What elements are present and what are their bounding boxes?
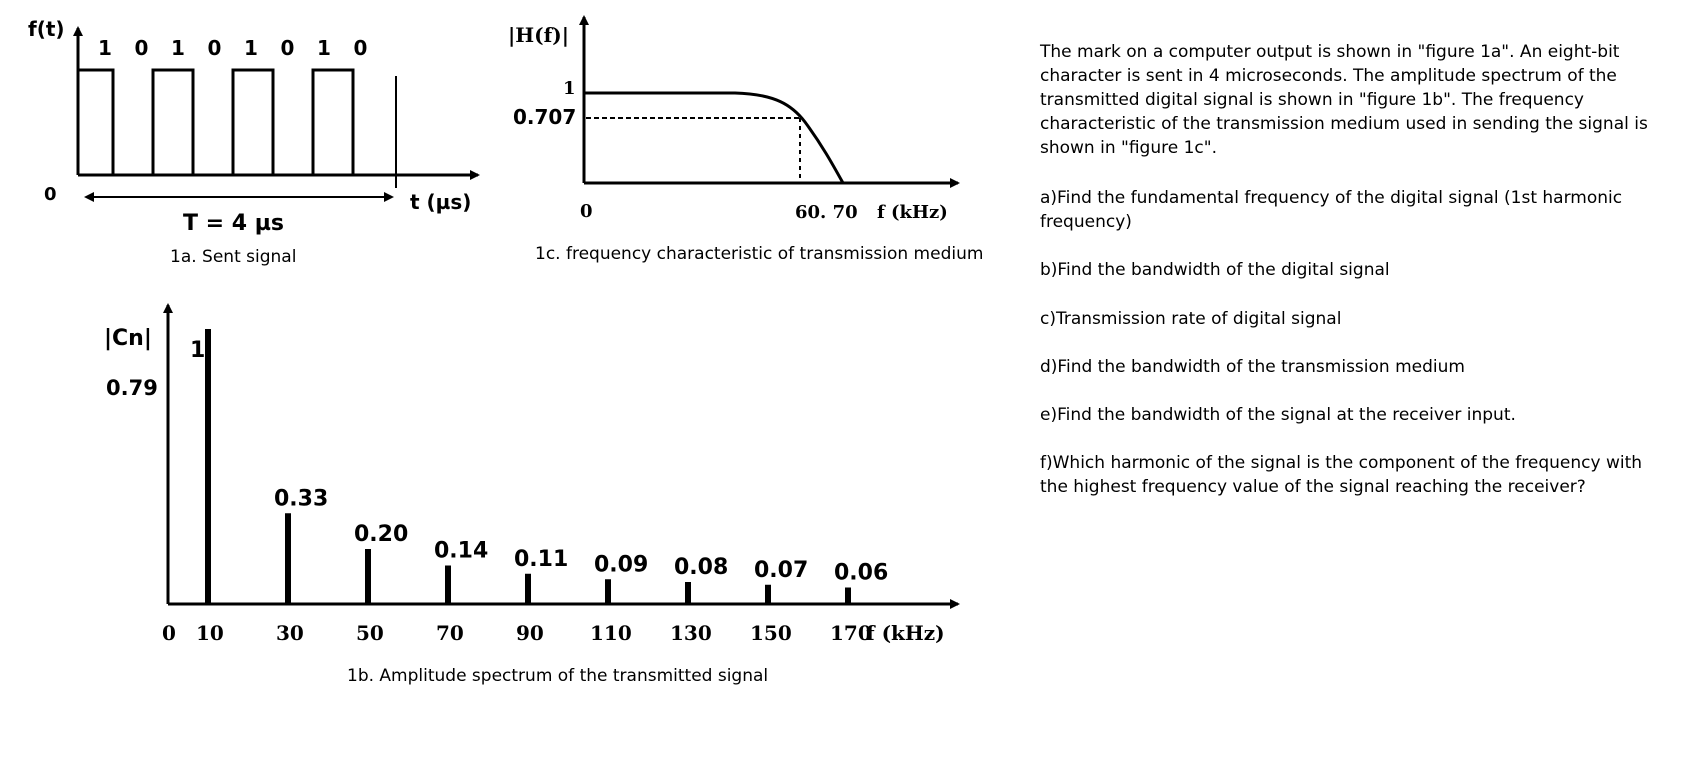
- fig1c-response-curve: [584, 93, 843, 183]
- problem-intro: The mark on a computer output is shown in "figure 1a". An eight-bit character is sent in 4 microseconds. The amplitude spectrum of the transmitted digital signal is shown in "figure 1b". The frequency characteristic of the transmission medium used in sending the signal is shown in "figure 1c".: [1040, 42, 1648, 158]
- fig1c-y-tick-0707: 0.707: [513, 105, 577, 129]
- fig1a-bit-label: 1: [98, 36, 112, 60]
- fig1b-y-label: |Cn|: [104, 326, 152, 351]
- spectrum-x-tick-label: 170: [830, 621, 872, 645]
- spectrum-bar: [605, 579, 611, 604]
- fig1c-origin-label: 0: [580, 201, 593, 222]
- fig1a-bit-label: 1: [171, 36, 185, 60]
- spectrum-value-label: 0.07: [754, 557, 809, 583]
- fig1b-y-tick-labels: [106, 376, 158, 400]
- question-b: b)Find the bandwidth of the digital signal: [1040, 260, 1390, 280]
- spectrum-x-tick-label: 150: [750, 621, 792, 645]
- question-f: f)Which harmonic of the signal is the component of the frequency with the highest frequency value of the signal reaching the receiver?: [1040, 453, 1643, 497]
- fig1c-x-label: f (kHz): [877, 202, 948, 223]
- spectrum-bar: [685, 582, 691, 604]
- spectrum-y-tick-label: 0.79: [106, 375, 158, 400]
- fig1a-bit-labels: [98, 36, 367, 60]
- spectrum-value-label: 0.06: [834, 560, 889, 586]
- problem-text-panel: [1030, 0, 1682, 768]
- fig1b-x-label: f (kHz): [866, 621, 945, 645]
- spectrum-value-label: 0.08: [674, 555, 729, 580]
- fig1a-origin-label: 0: [44, 184, 57, 205]
- spectrum-value-label: 0.20: [354, 522, 409, 547]
- fig1b-caption: 1b. Amplitude spectrum of the transmitted signal: [347, 666, 769, 686]
- fig1a-x-label: t (µs): [410, 190, 472, 214]
- figure-1b: [104, 305, 958, 686]
- fig1a-period-label: T = 4 µs: [183, 211, 285, 236]
- question-c: c)Transmission rate of digital signal: [1040, 309, 1342, 329]
- spectrum-x-tick-label: 90: [516, 621, 544, 645]
- fig1a-bit-label: 1: [317, 36, 331, 60]
- fig1a-bit-label: 1: [244, 36, 258, 60]
- spectrum-x-tick-label: 30: [276, 621, 304, 645]
- question-e: e)Find the bandwidth of the signal at the receiver input.: [1040, 405, 1516, 425]
- fig1a-bit-label: 0: [353, 36, 368, 60]
- spectrum-x-tick-label: 0: [162, 621, 176, 645]
- figure-1a: [28, 17, 478, 267]
- spectrum-bar: [205, 329, 211, 604]
- fig1a-caption: 1a. Sent signal: [170, 247, 297, 267]
- fig1c-caption: 1c. frequency characteristic of transmission medium: [535, 244, 984, 264]
- spectrum-value-label: 1: [190, 338, 206, 363]
- question-d: d)Find the bandwidth of the transmission medium: [1040, 357, 1465, 377]
- fig1a-bit-label: 0: [280, 36, 295, 60]
- fig1a-bit-label: 0: [207, 36, 222, 60]
- spectrum-value-label: 0.11: [514, 546, 569, 572]
- fig1c-x-ticks-label: 60. 70: [795, 202, 858, 223]
- spectrum-bar: [445, 566, 451, 605]
- spectrum-bar: [365, 549, 371, 604]
- spectrum-x-tick-label: 110: [590, 621, 632, 645]
- figure-1c: [508, 17, 983, 264]
- fig1a-y-label: f(t): [28, 17, 65, 41]
- spectrum-x-tick-label: 130: [670, 621, 712, 645]
- spectrum-value-label: 0.33: [274, 486, 329, 512]
- fig1b-value-labels: [190, 338, 888, 586]
- fig1c-y-tick-1: 1: [563, 78, 576, 99]
- spectrum-bar: [525, 574, 531, 604]
- spectrum-x-tick-label: 10: [196, 621, 224, 645]
- spectrum-x-tick-label: 70: [436, 621, 464, 645]
- fig1a-square-wave: [78, 70, 393, 175]
- spectrum-value-label: 0.09: [594, 552, 649, 578]
- spectrum-bar: [285, 513, 291, 604]
- fig1c-y-label: |H(f)|: [508, 23, 569, 47]
- spectrum-bar: [845, 588, 851, 605]
- fig1a-bit-label: 0: [134, 36, 149, 60]
- fig1b-x-tick-labels: [162, 621, 872, 645]
- question-a: a)Find the fundamental frequency of the digital signal (1st harmonic frequency): [1040, 188, 1623, 232]
- spectrum-value-label: 0.14: [434, 538, 489, 564]
- spectrum-x-tick-label: 50: [356, 621, 384, 645]
- spectrum-bar: [765, 585, 771, 604]
